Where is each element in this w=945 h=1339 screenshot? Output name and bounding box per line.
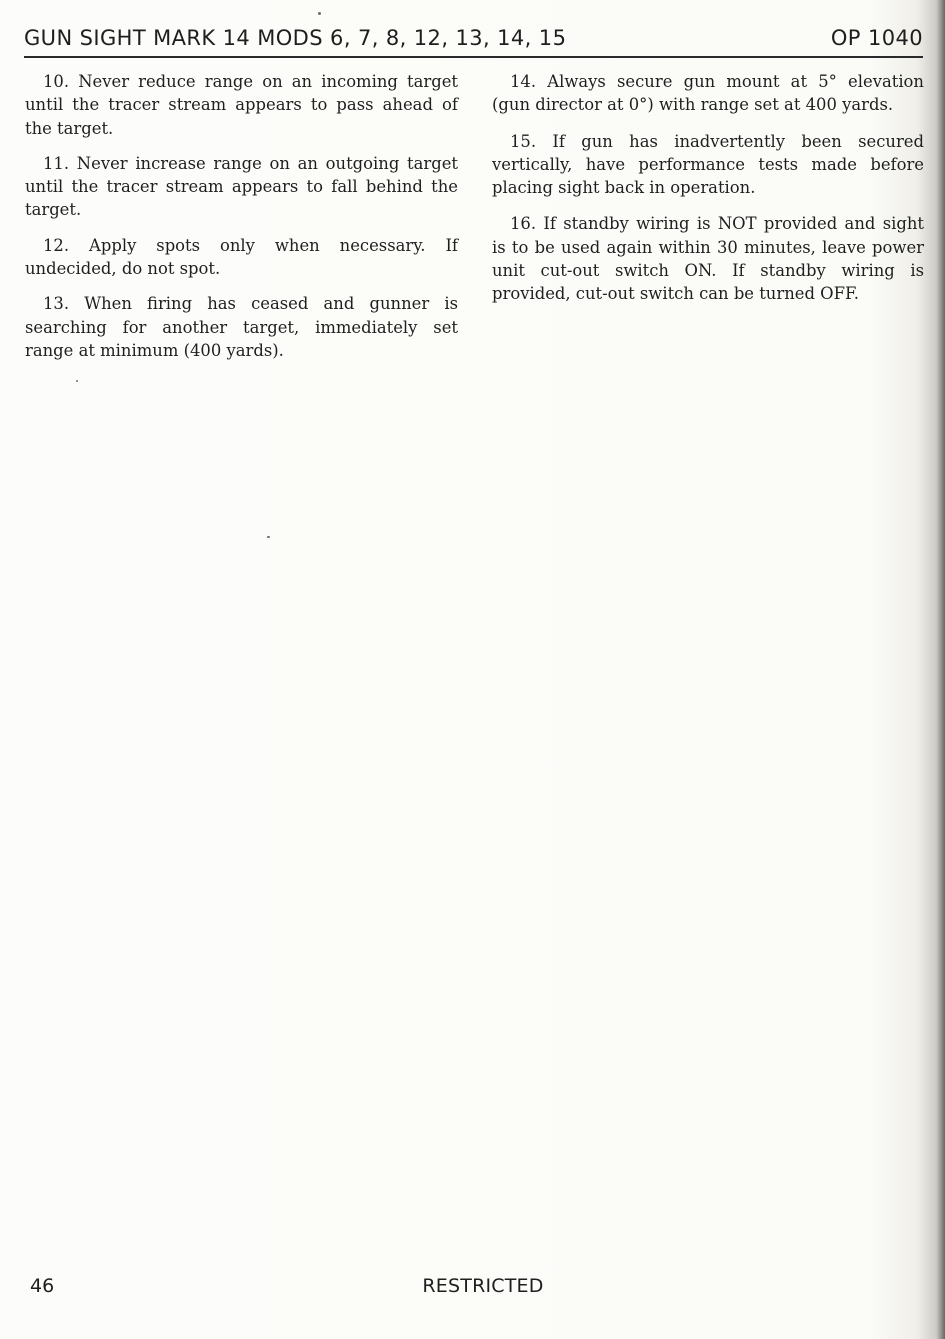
right-column <box>492 70 924 319</box>
page-edge-shadow <box>936 0 945 1339</box>
page-number: 46 <box>30 1275 55 1297</box>
running-header <box>24 24 923 58</box>
left-column <box>25 70 458 374</box>
print-speck <box>318 12 321 15</box>
print-speck <box>76 380 78 382</box>
paragraph-14: 14. Always secure gun mount at 5° elevation (gun director at 0°) with range set at 400 yards. <box>492 72 924 115</box>
paragraph-12: 12. Apply spots only when necessary. If undecided, do not spot. <box>25 235 458 279</box>
paragraph-13: 13. When firing has ceased and gunner is searching for another target, immediately set range at minimum (400 yards). <box>25 294 458 360</box>
header-publication-code: OP 1040 <box>830 26 923 50</box>
header-title: GUN SIGHT MARK 14 MODS 6, 7, 8, 12, 13, 14, 15 <box>24 26 567 50</box>
print-speck <box>267 536 270 538</box>
paragraph-10: 10. Never reduce range on an incoming target until the tracer stream appears to pass ahead of the target. <box>25 72 458 138</box>
paragraph-11: 11. Never increase range on an outgoing target until the tracer stream appears to fall behind the target. <box>25 153 458 220</box>
paragraph-15: 15. If gun has inadvertently been secured vertically, have performance tests made before placing sight back in operation. <box>492 131 924 198</box>
paragraph-16: 16. If standby wiring is NOT provided and sight is to be used again within 30 minutes, leave power unit cut-out switch ON. If standby wiring is provided, cut-out switch can be turned OFF. <box>492 214 924 304</box>
classification-marking: RESTRICTED <box>422 1275 544 1297</box>
